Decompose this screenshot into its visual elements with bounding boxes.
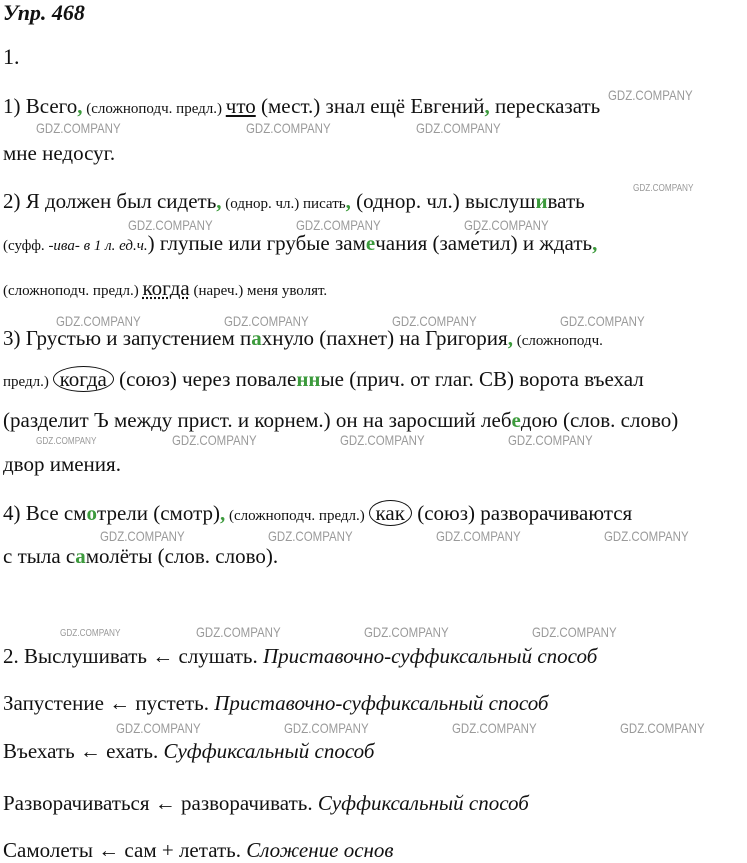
- word-formation-line-4: Разворачиваться ← разворачивать. Суффиксальный способ: [3, 791, 529, 815]
- highlight-letter: а: [251, 326, 262, 350]
- comma-mark: ,: [592, 231, 598, 255]
- comma-mark: ,: [484, 94, 490, 118]
- sentence-4-line-2: с тыла самолёты (слов. слово).: [3, 544, 279, 568]
- watermark: GDZ.COMPANY: [296, 217, 381, 233]
- watermark: GDZ.COMPANY: [36, 120, 121, 136]
- word-formation-line-5: Самолеты ← сам + летать. Сложение основ: [3, 838, 394, 862]
- circled-word: как: [369, 500, 412, 526]
- watermark: GDZ.COMPANY: [436, 528, 521, 544]
- watermark: GDZ.COMPANY: [36, 436, 97, 447]
- watermark: GDZ.COMPANY: [284, 720, 369, 736]
- watermark: GDZ.COMPANY: [268, 528, 353, 544]
- word-formation-line-3: Въехать ← ехать. Суффиксальный способ: [3, 739, 375, 763]
- sentence-2-line-3: (сложноподч. предл.) когда (нареч.) меня уволят.: [3, 276, 328, 300]
- watermark: GDZ.COMPANY: [604, 528, 689, 544]
- watermark: GDZ.COMPANY: [100, 528, 185, 544]
- sentence-3-line-3: (разделит Ъ между прист. и корнем.) он на заросший лебедою (слов. слово): [3, 408, 679, 432]
- word-formation-line-2: Запустение ← пустеть. Приставочно-суффиксальный способ: [3, 691, 549, 715]
- watermark: GDZ.COMPANY: [532, 624, 617, 640]
- highlight-letter: о: [86, 501, 98, 525]
- watermark: GDZ.COMPANY: [246, 120, 331, 136]
- watermark: GDZ.COMPANY: [128, 217, 213, 233]
- sentence-3-line-4: двор имения.: [3, 452, 121, 476]
- highlight-letter: е: [511, 408, 521, 432]
- sentence-4-line-1: 4) Все смотрели (смотр), (сложноподч. предл.) как (союз) разворачиваются: [3, 501, 633, 525]
- sentence-3-line-1: 3) Грустью и запустением пахнуло (пахнет) на Григория, (сложноподч.: [3, 326, 603, 350]
- watermark: GDZ.COMPANY: [560, 313, 645, 329]
- watermark: GDZ.COMPANY: [364, 624, 449, 640]
- watermark: GDZ.COMPANY: [633, 183, 694, 194]
- comma-mark: ,: [507, 326, 513, 350]
- watermark: GDZ.COMPANY: [340, 432, 425, 448]
- watermark: GDZ.COMPANY: [392, 313, 477, 329]
- watermark: GDZ.COMPANY: [608, 87, 693, 103]
- watermark: GDZ.COMPANY: [452, 720, 537, 736]
- circled-word: когда: [53, 366, 114, 392]
- watermark: GDZ.COMPANY: [224, 313, 309, 329]
- highlight-letter: и: [535, 189, 548, 213]
- watermark: GDZ.COMPANY: [196, 624, 281, 640]
- sentence-2-line-1: 2) Я должен был сидеть, (однор. чл.) писать, (однор. чл.) выслушивать: [3, 189, 585, 213]
- highlight-letter: нн: [296, 367, 321, 391]
- highlight-letter: е: [365, 231, 376, 255]
- watermark: GDZ.COMPANY: [620, 720, 705, 736]
- comma-mark: ,: [220, 501, 226, 525]
- sentence-1-line-2: мне недосуг.: [3, 141, 116, 165]
- watermark: GDZ.COMPANY: [56, 313, 141, 329]
- comma-mark: ,: [77, 94, 83, 118]
- watermark: GDZ.COMPANY: [416, 120, 501, 136]
- watermark: GDZ.COMPANY: [508, 432, 593, 448]
- watermark: GDZ.COMPANY: [464, 217, 549, 233]
- watermark: GDZ.COMPANY: [60, 628, 121, 639]
- comma-mark: ,: [216, 189, 222, 213]
- word-formation-line-1: 2. Выслушивать ← слушать. Приставочно-суффиксальный способ: [3, 644, 598, 668]
- watermark: GDZ.COMPANY: [172, 432, 257, 448]
- underlined-word: что: [225, 94, 256, 118]
- comma-mark: ,: [345, 189, 351, 213]
- sentence-2-line-2: (суфф. -ива- в 1 л. ед.ч.) глупые или грубые замечания (заме́тил) и ждать,: [3, 231, 598, 255]
- underlined-word: когда: [142, 276, 190, 300]
- part-1-number: 1.: [3, 44, 20, 69]
- highlight-letter: а: [75, 544, 86, 568]
- sentence-1-line-1: 1) Всего, (сложноподч. предл.) что (мест.) знал ещё Евгений, пересказать: [3, 94, 601, 118]
- exercise-title: Упр. 468: [3, 0, 85, 25]
- sentence-3-line-2: предл.) когда (союз) через поваленные (прич. от глаг. СВ) ворота въехал: [3, 367, 644, 391]
- watermark: GDZ.COMPANY: [116, 720, 201, 736]
